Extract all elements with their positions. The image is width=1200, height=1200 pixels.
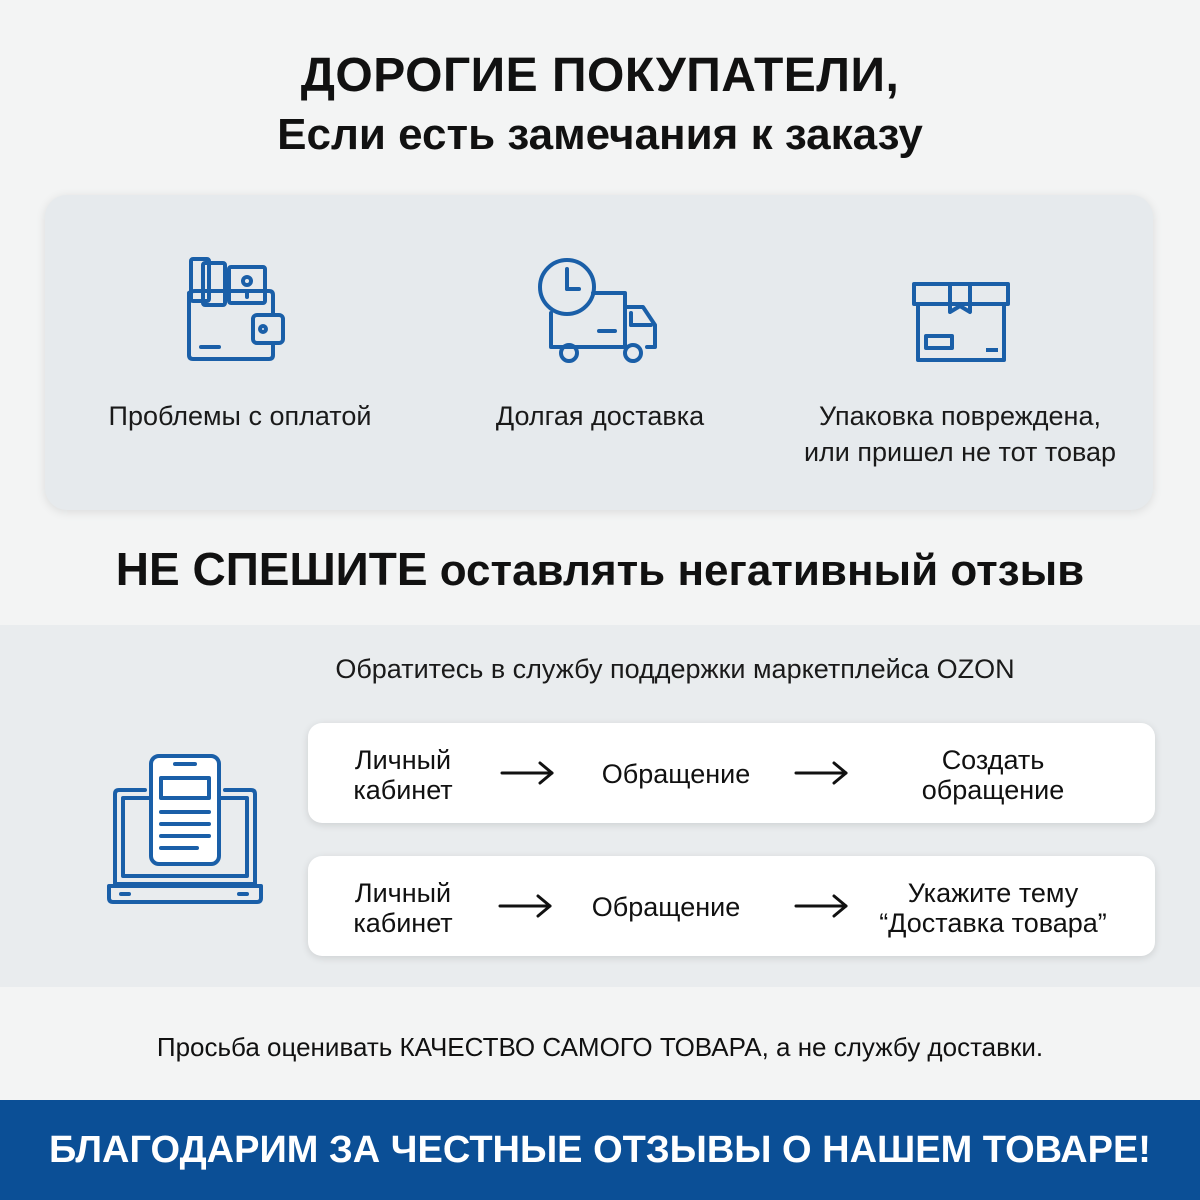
issue-package-line1: Упаковка повреждена, — [819, 401, 1101, 431]
route-step-create-request[interactable]: Создать обращение — [921, 745, 1065, 805]
issue-delivery-label: Долгая доставка — [495, 401, 705, 431]
warning-rest: оставлять негативный отзыв — [439, 546, 1085, 595]
route-step-personal-account[interactable]: Личный кабинет — [353, 745, 453, 805]
issue-payment-label: Проблемы с оплатой — [108, 401, 372, 431]
route-card-create-request — [308, 723, 1155, 823]
footer-thanks: БЛАГОДАРИМ ЗА ЧЕСТНЫЕ ОТЗЫВЫ О НАШЕМ ТОВАРЕ! — [49, 1129, 1151, 1171]
arrow-right-icon — [794, 761, 850, 785]
route-step-personal-account[interactable]: Личный кабинет — [353, 878, 453, 938]
package-box-icon — [910, 280, 1012, 365]
wallet-icon — [183, 255, 287, 365]
page-subtitle: Если есть замечания к заказу — [277, 110, 923, 159]
page-title: ДОРОГИЕ ПОКУПАТЕЛИ, — [300, 49, 900, 102]
route-step-set-topic[interactable]: Укажите тему “Доставка товара” — [879, 878, 1107, 938]
delivery-truck-clock-icon — [535, 255, 660, 365]
footer-bar — [0, 1100, 1200, 1200]
route-step-requests[interactable]: Обращение — [601, 759, 751, 789]
support-caption: Обратитесь в службу поддержки маркетплейса OZON — [335, 654, 1015, 684]
arrow-right-icon — [500, 761, 556, 785]
issue-package-label — [780, 398, 1140, 470]
route-step-requests[interactable]: Обращение — [591, 892, 741, 922]
issue-package-line2: или пришел не тот товар — [803, 437, 1117, 467]
warning-bold: НЕ СПЕШИТЕ — [115, 543, 428, 595]
arrow-right-icon — [794, 894, 850, 918]
warning-heading — [0, 542, 1200, 596]
laptop-phone-icon — [105, 752, 267, 907]
route-card-delivery-topic — [308, 856, 1155, 956]
request-note: Просьба оценивать КАЧЕСТВО САМОГО ТОВАРА, а не службу доставки. — [156, 1032, 1044, 1062]
arrow-right-icon — [498, 894, 554, 918]
